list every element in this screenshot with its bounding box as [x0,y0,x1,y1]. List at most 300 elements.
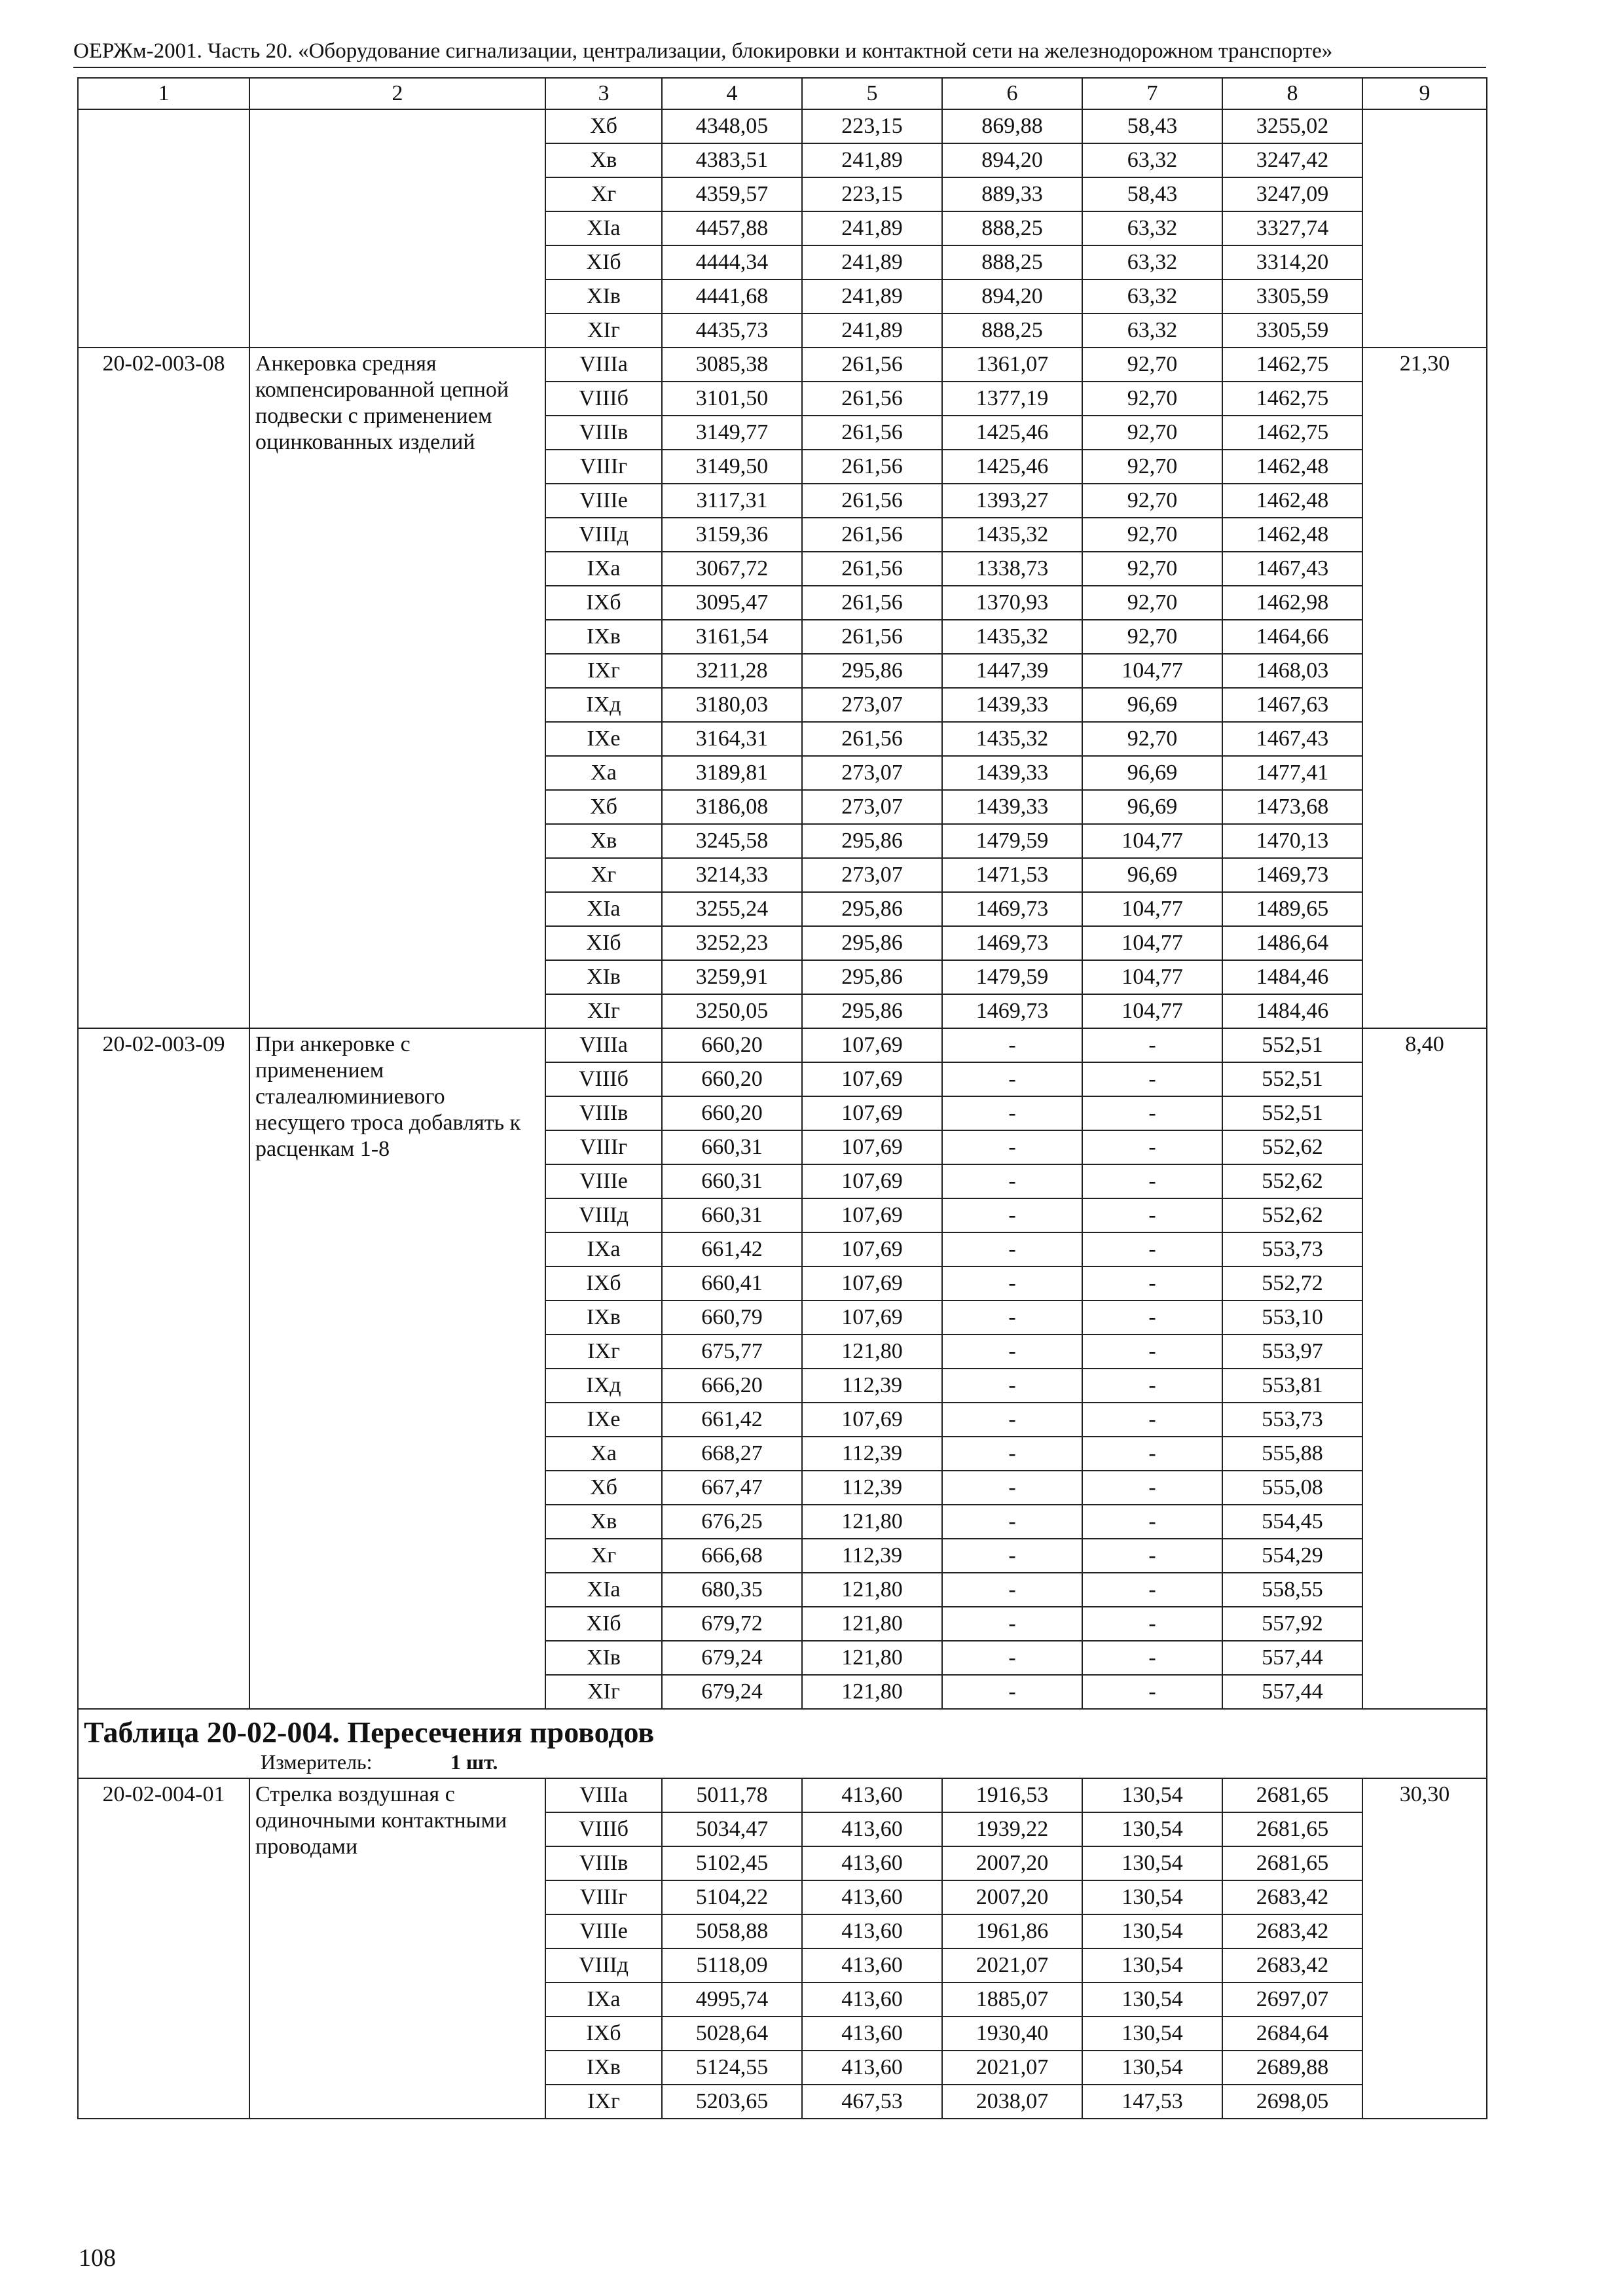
table-cell: - [1082,1505,1222,1539]
table-cell: 1468,03 [1222,654,1362,688]
table-cell: 5034,47 [662,1812,802,1846]
table-cell: 552,62 [1222,1198,1362,1232]
table-cell: - [942,1096,1082,1130]
table-cell: 121,80 [802,1335,942,1369]
table-cell: IXв [545,1300,662,1335]
table-cell: 2038,07 [942,2085,1082,2119]
table-cell: IXд [545,1369,662,1403]
table-cell: 1479,59 [942,960,1082,994]
table-cell: 3247,09 [1222,177,1362,211]
table-cell: 1435,32 [942,722,1082,756]
table-cell: - [942,1641,1082,1675]
table-cell: Xв [545,143,662,177]
table-cell: 5102,45 [662,1846,802,1880]
table-cell: 1462,48 [1222,484,1362,518]
table-cell: 3245,58 [662,824,802,858]
table-cell: 3327,74 [1222,211,1362,245]
table-cell: 3186,08 [662,790,802,824]
table-cell: 261,56 [802,722,942,756]
table-cell: - [1082,1096,1222,1130]
table-cell: - [1082,1403,1222,1437]
table-cell: 660,31 [662,1198,802,1232]
table-cell: 107,69 [802,1300,942,1335]
table-cell: 3164,31 [662,722,802,756]
table-cell: VIIIа [545,348,662,382]
table-cell: 96,69 [1082,790,1222,824]
table-cell: 3214,33 [662,858,802,892]
table-cell: 92,70 [1082,586,1222,620]
table-cell: 96,69 [1082,756,1222,790]
table-cell: Xв [545,1505,662,1539]
table-cell: 3255,24 [662,892,802,926]
table-cell: 241,89 [802,143,942,177]
table-cell: 130,54 [1082,1880,1222,1914]
table-cell: 96,69 [1082,858,1222,892]
table-cell: 4995,74 [662,1982,802,2017]
table-cell: 3149,50 [662,450,802,484]
table-cell: 3117,31 [662,484,802,518]
table-cell: 413,60 [802,2017,942,2051]
table-cell: 413,60 [802,1880,942,1914]
table-cell: VIIIд [545,1198,662,1232]
table-cell: 58,43 [1082,177,1222,211]
table-cell: 679,72 [662,1607,802,1641]
table-cell: 666,20 [662,1369,802,1403]
table-cell: 3211,28 [662,654,802,688]
table-cell: - [942,1198,1082,1232]
table-cell: 223,15 [802,177,942,211]
table-cell: XIв [545,279,662,314]
column-number: 4 [662,78,802,109]
table-cell: 104,77 [1082,926,1222,960]
section-heading [78,1709,1487,1778]
table-cell: 261,56 [802,518,942,552]
rate-description: При анкеровке с применением сталеалюминиевого несущего троса добавлять к расценкам 1-8 [249,1028,545,1709]
table-cell: 2689,88 [1222,2051,1362,2085]
table-cell: - [942,1675,1082,1709]
table-cell: 130,54 [1082,1778,1222,1812]
table-cell: 92,70 [1082,416,1222,450]
table-cell: 555,08 [1222,1471,1362,1505]
table-cell: XIв [545,960,662,994]
table-cell: 557,44 [1222,1675,1362,1709]
table-cell: VIIIб [545,1812,662,1846]
table-cell: IXг [545,654,662,688]
table-cell: Xа [545,1437,662,1471]
table-cell: 2681,65 [1222,1778,1362,1812]
table-cell: 107,69 [802,1130,942,1164]
table-cell: 3159,36 [662,518,802,552]
table-cell: VIIIб [545,1062,662,1096]
table-cell: 121,80 [802,1607,942,1641]
table-cell: 413,60 [802,1914,942,1948]
table-cell: 92,70 [1082,348,1222,382]
table-cell: 2683,42 [1222,1948,1362,1982]
table-cell: 3305,59 [1222,314,1362,348]
table-cell: 2698,05 [1222,2085,1362,2119]
table-cell: 554,29 [1222,1539,1362,1573]
table-cell: IXа [545,552,662,586]
running-header: ОЕРЖм-2001. Часть 20. «Оборудование сигнализации, централизации, блокировки и контактной сети на железнодорожном транспорте» [73,38,1486,68]
table-cell: 121,80 [802,1641,942,1675]
table-cell: 1361,07 [942,348,1082,382]
table-cell: 660,79 [662,1300,802,1335]
table-cell: 661,42 [662,1403,802,1437]
table-cell: IXб [545,586,662,620]
labor-cost-value [1362,109,1487,348]
table-cell: 660,20 [662,1028,802,1062]
table-cell: 2007,20 [942,1880,1082,1914]
table-cell: 96,69 [1082,688,1222,722]
table-cell: 3259,91 [662,960,802,994]
table-cell: - [1082,1232,1222,1266]
table-cell: 3161,54 [662,620,802,654]
table-cell: 2021,07 [942,2051,1082,2085]
table-cell: 1477,41 [1222,756,1362,790]
meter-label: Измеритель: [261,1750,373,1774]
table-cell: 107,69 [802,1062,942,1096]
table-cell: 413,60 [802,1846,942,1880]
table-cell: 888,25 [942,245,1082,279]
rate-description: Стрелка воздушная с одиночными контактными проводами [249,1778,545,2119]
table-cell: VIIIб [545,382,662,416]
table-cell: 107,69 [802,1028,942,1062]
table-cell: 680,35 [662,1573,802,1607]
table-cell: 5028,64 [662,2017,802,2051]
table-cell: IXв [545,2051,662,2085]
table-cell: 894,20 [942,279,1082,314]
table-cell: - [942,1062,1082,1096]
table-cell: - [1082,1573,1222,1607]
table-cell: VIIIе [545,484,662,518]
table-cell: 112,39 [802,1471,942,1505]
rates-table [77,77,1487,2119]
table-cell: 679,24 [662,1641,802,1675]
table-cell: 63,32 [1082,245,1222,279]
table-cell: 3305,59 [1222,279,1362,314]
meter-line [84,1749,1481,1775]
column-number: 5 [802,78,942,109]
table-cell: 130,54 [1082,1846,1222,1880]
table-cell: VIIIд [545,1948,662,1982]
table-cell: 2683,42 [1222,1880,1362,1914]
table-cell: 104,77 [1082,892,1222,926]
table-cell: 1370,93 [942,586,1082,620]
table-cell: 273,07 [802,756,942,790]
table-cell: 92,70 [1082,518,1222,552]
table-cell: 4435,73 [662,314,802,348]
table-cell: 112,39 [802,1369,942,1403]
table-cell: 63,32 [1082,143,1222,177]
table-cell: 1462,98 [1222,586,1362,620]
table-cell: 3252,23 [662,926,802,960]
table-cell: 413,60 [802,1948,942,1982]
table-cell: 552,51 [1222,1062,1362,1096]
table-cell: 1462,48 [1222,518,1362,552]
table-cell: - [942,1573,1082,1607]
table-cell: - [942,1232,1082,1266]
table-cell: 557,92 [1222,1607,1362,1641]
table-cell: 1462,75 [1222,348,1362,382]
table-cell: 121,80 [802,1505,942,1539]
table-cell: 1439,33 [942,790,1082,824]
table-cell: 130,54 [1082,1982,1222,2017]
table-cell: - [1082,1198,1222,1232]
table-cell: VIIIв [545,1096,662,1130]
table-cell: - [1082,1675,1222,1709]
table-cell: 63,32 [1082,211,1222,245]
table-cell: 888,25 [942,211,1082,245]
table-cell: 295,86 [802,994,942,1028]
rate-code: 20-02-003-09 [78,1028,249,1709]
table-cell: 3095,47 [662,586,802,620]
column-number: 9 [1362,78,1487,109]
table-cell: 1471,53 [942,858,1082,892]
table-cell: 130,54 [1082,1948,1222,1982]
table-cell: - [1082,1300,1222,1335]
table-cell: 3247,42 [1222,143,1362,177]
table-cell: 63,32 [1082,279,1222,314]
section-title: Таблица 20-02-004. Пересечения проводов [84,1715,655,1749]
table-cell: VIIIв [545,416,662,450]
table-cell: IXа [545,1982,662,2017]
table-cell: 666,68 [662,1539,802,1573]
table-cell: 555,88 [1222,1437,1362,1471]
table-cell: 552,51 [1222,1028,1362,1062]
table-cell: 92,70 [1082,552,1222,586]
table-row [78,348,1487,382]
table-cell: XIг [545,994,662,1028]
table-cell: - [1082,1607,1222,1641]
column-number-row [78,78,1487,109]
table-cell: 273,07 [802,688,942,722]
table-cell: - [1082,1437,1222,1471]
table-cell: 1469,73 [942,926,1082,960]
table-cell: 1961,86 [942,1914,1082,1948]
table-cell: 4359,57 [662,177,802,211]
table-cell: 5203,65 [662,2085,802,2119]
table-cell: 679,24 [662,1675,802,1709]
table-cell: - [1082,1471,1222,1505]
table-cell: 5124,55 [662,2051,802,2085]
table-cell: 261,56 [802,484,942,518]
table-cell: XIа [545,1573,662,1607]
table-cell: 3067,72 [662,552,802,586]
table-cell: 413,60 [802,1982,942,2017]
table-cell: - [942,1369,1082,1403]
labor-cost-value: 30,30 [1362,1778,1487,2119]
labor-cost-value: 21,30 [1362,348,1487,1028]
table-cell: 869,88 [942,109,1082,143]
table-cell: 2007,20 [942,1846,1082,1880]
column-number: 8 [1222,78,1362,109]
table-cell: 1469,73 [942,994,1082,1028]
table-cell: IXб [545,2017,662,2051]
table-cell: 5118,09 [662,1948,802,1982]
table-cell: - [1082,1641,1222,1675]
table-cell: Xг [545,177,662,211]
table-cell: 295,86 [802,960,942,994]
table-cell: 295,86 [802,824,942,858]
table-cell: 2681,65 [1222,1812,1362,1846]
table-cell: 104,77 [1082,654,1222,688]
table-cell: XIб [545,926,662,960]
table-cell: 3189,81 [662,756,802,790]
table-cell: 261,56 [802,450,942,484]
column-number: 2 [249,78,545,109]
table-cell: 1435,32 [942,620,1082,654]
table-cell: 121,80 [802,1573,942,1607]
table-cell: 1464,66 [1222,620,1362,654]
table-cell: 1885,07 [942,1982,1082,2017]
table-cell: Xг [545,1539,662,1573]
table-cell: 261,56 [802,348,942,382]
table-cell: 667,47 [662,1471,802,1505]
table-cell: IXб [545,1266,662,1300]
page-number: 108 [79,2244,116,2272]
table-cell: 121,80 [802,1675,942,1709]
table-cell: 1462,75 [1222,382,1362,416]
table-cell: VIIIг [545,1880,662,1914]
rate-description [249,109,545,348]
table-cell: 553,97 [1222,1335,1362,1369]
table-cell: 130,54 [1082,1812,1222,1846]
rate-code: 20-02-003-08 [78,348,249,1028]
table-cell: 1467,43 [1222,552,1362,586]
table-cell: 1338,73 [942,552,1082,586]
table-cell: 1439,33 [942,756,1082,790]
table-cell: - [1082,1062,1222,1096]
table-cell: 1377,19 [942,382,1082,416]
table-cell: 295,86 [802,892,942,926]
table-cell: 1939,22 [942,1812,1082,1846]
table-cell: VIIIа [545,1778,662,1812]
table-cell: 676,25 [662,1505,802,1539]
table-cell: 223,15 [802,109,942,143]
table-cell: 668,27 [662,1437,802,1471]
table-cell: 107,69 [802,1403,942,1437]
table-cell: IXа [545,1232,662,1266]
table-cell: 660,31 [662,1130,802,1164]
table-cell: 4348,05 [662,109,802,143]
table-cell: 104,77 [1082,960,1222,994]
table-cell: 2683,42 [1222,1914,1362,1948]
column-number: 1 [78,78,249,109]
table-row [78,1028,1487,1062]
table-cell: 241,89 [802,279,942,314]
table-cell: - [942,1539,1082,1573]
table-cell: IXе [545,1403,662,1437]
table-cell: 1469,73 [942,892,1082,926]
table-cell: 4383,51 [662,143,802,177]
column-number: 6 [942,78,1082,109]
table-cell: 2021,07 [942,1948,1082,1982]
table-cell: - [1082,1164,1222,1198]
table-cell: XIа [545,892,662,926]
table-cell: 261,56 [802,620,942,654]
table-cell: 660,41 [662,1266,802,1300]
table-cell: XIв [545,1641,662,1675]
table-cell: 107,69 [802,1096,942,1130]
table-cell: VIIIе [545,1164,662,1198]
table-cell: 660,20 [662,1096,802,1130]
table-cell: 553,73 [1222,1403,1362,1437]
table-cell: - [942,1164,1082,1198]
table-cell: 558,55 [1222,1573,1362,1607]
table-cell: 273,07 [802,858,942,892]
table-cell: 1469,73 [1222,858,1362,892]
table-cell: 295,86 [802,654,942,688]
table-cell: 3101,50 [662,382,802,416]
labor-cost-value: 8,40 [1362,1028,1487,1709]
table-cell: - [1082,1539,1222,1573]
table-row [78,109,1487,143]
table-cell: Xб [545,790,662,824]
table-cell: 4457,88 [662,211,802,245]
table-cell: 130,54 [1082,2051,1222,2085]
table-cell: 261,56 [802,382,942,416]
rate-code: 20-02-004-01 [78,1778,249,2119]
table-cell: 261,56 [802,416,942,450]
table-cell: - [942,1028,1082,1062]
table-cell: 3180,03 [662,688,802,722]
table-cell: - [1082,1369,1222,1403]
table-cell: XIа [545,211,662,245]
table-cell: XIг [545,314,662,348]
table-cell: 1425,46 [942,450,1082,484]
table-cell: 888,25 [942,314,1082,348]
table-cell: - [1082,1335,1222,1369]
column-number: 7 [1082,78,1222,109]
table-cell: 104,77 [1082,824,1222,858]
table-cell: 5058,88 [662,1914,802,1948]
table-cell: VIIIв [545,1846,662,1880]
table-cell: 1930,40 [942,2017,1082,2051]
table-cell: 889,33 [942,177,1082,211]
table-cell: VIIIа [545,1028,662,1062]
table-cell: 1470,13 [1222,824,1362,858]
table-cell: 552,72 [1222,1266,1362,1300]
table-cell: - [942,1505,1082,1539]
table-cell: 467,53 [802,2085,942,2119]
table-cell: 92,70 [1082,382,1222,416]
table-cell: 552,51 [1222,1096,1362,1130]
table-cell: VIIIд [545,518,662,552]
table-cell: - [1082,1266,1222,1300]
table-cell: 413,60 [802,1812,942,1846]
table-cell: 1467,43 [1222,722,1362,756]
table-cell: 413,60 [802,2051,942,2085]
table-cell: Xв [545,824,662,858]
table-cell: 1462,75 [1222,416,1362,450]
table-cell: 661,42 [662,1232,802,1266]
rate-code [78,109,249,348]
table-cell: 552,62 [1222,1164,1362,1198]
table-cell: 554,45 [1222,1505,1362,1539]
table-cell: - [1082,1130,1222,1164]
meter-value: 1 шт. [450,1750,498,1774]
table-cell: 92,70 [1082,620,1222,654]
table-cell: XIб [545,1607,662,1641]
table-cell: VIIIг [545,1130,662,1164]
table-cell: 553,81 [1222,1369,1362,1403]
table-cell: 92,70 [1082,484,1222,518]
table-cell: 107,69 [802,1164,942,1198]
table-cell: 295,86 [802,926,942,960]
table-cell: 112,39 [802,1539,942,1573]
table-cell: 557,44 [1222,1641,1362,1675]
table-cell: 1484,46 [1222,994,1362,1028]
